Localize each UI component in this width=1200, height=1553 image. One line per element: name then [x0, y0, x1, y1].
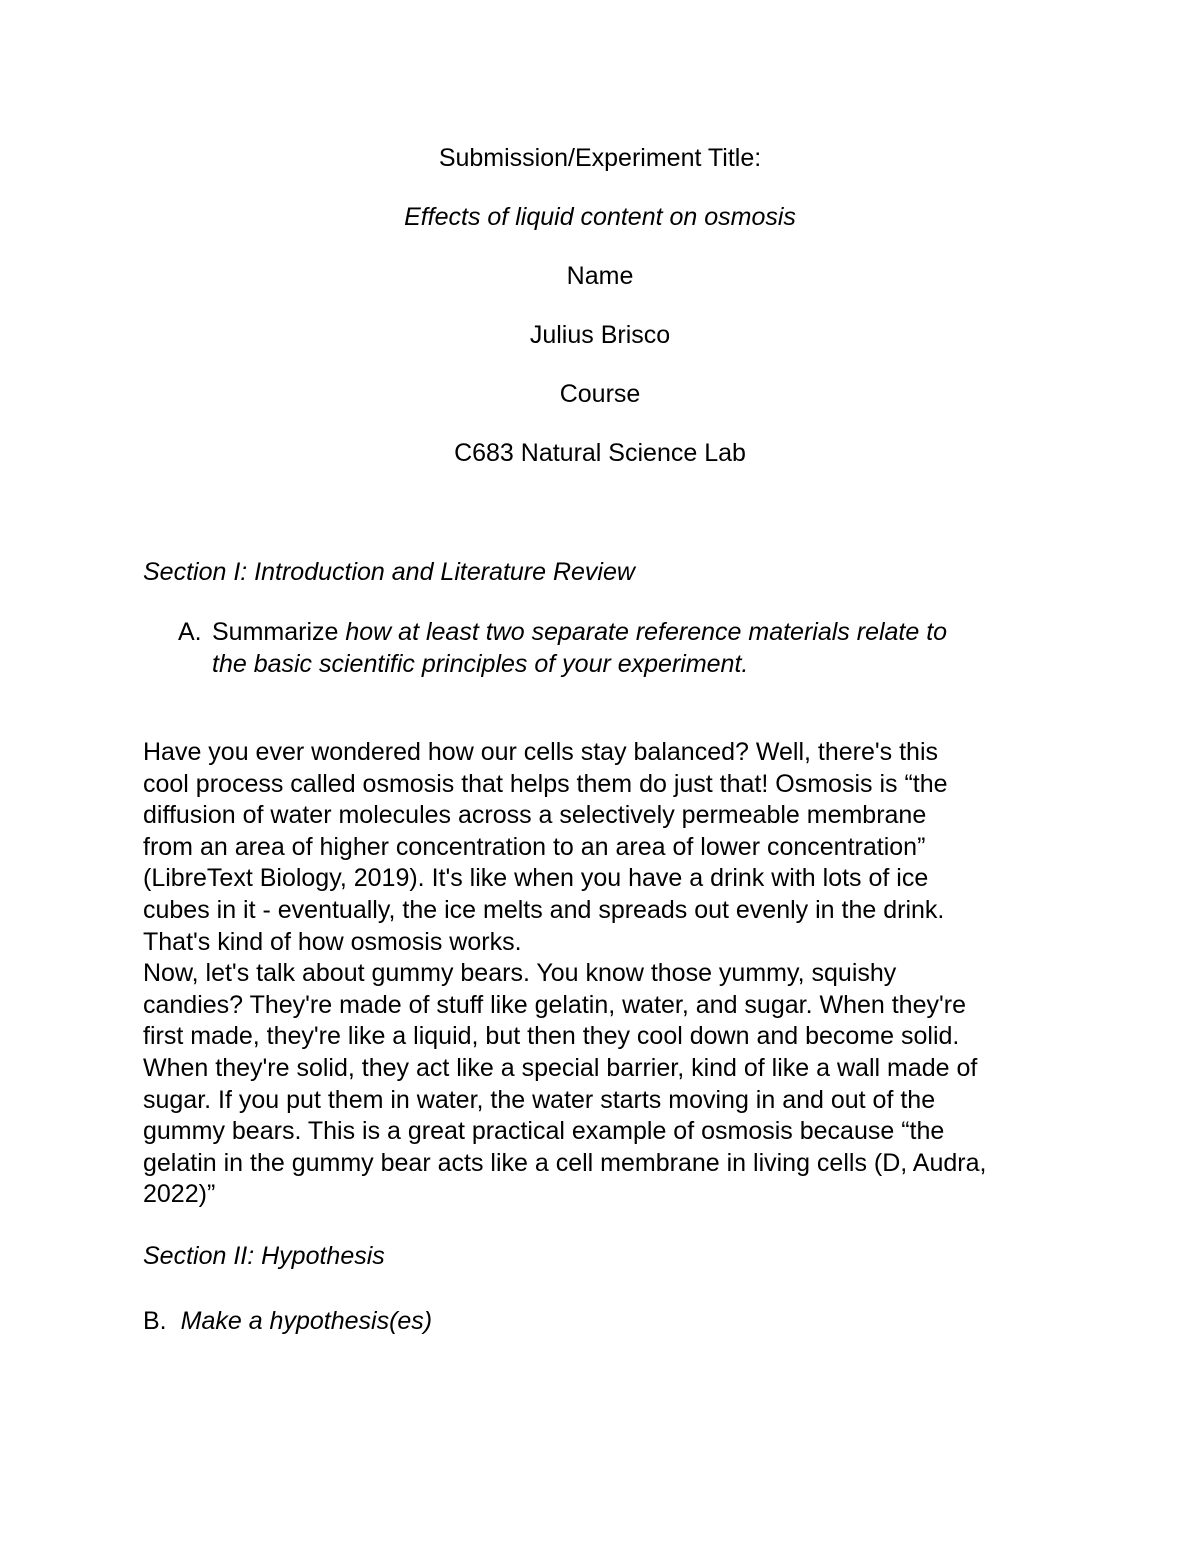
author-name: Julius Brisco: [529, 321, 671, 349]
list-item-b-text: Make a hypothesis(es): [180, 1307, 433, 1335]
list-item-b: [143, 1305, 432, 1337]
body-line: sugar. If you put them in water, the water starts moving in and out of the: [143, 1085, 936, 1114]
list-marker-b: B.: [143, 1307, 167, 1335]
body-line: gummy bears. This is a great practical example of osmosis because “the: [143, 1117, 945, 1146]
body-line: diffusion of water molecules across a selectively permeable membrane: [143, 801, 927, 830]
body-line: Have you ever wondered how our cells stay balanced? Well, there's this: [143, 738, 939, 766]
body-line: (LibreText Biology, 2019). It's like when you have a drink with lots of ice: [143, 864, 929, 893]
body-line: When they're solid, they act like a special barrier, kind of like a wall made of: [143, 1053, 978, 1082]
body-line: candies? They're made of stuff like gelatin, water, and sugar. When they're: [143, 990, 966, 1019]
body-line: from an area of higher concentration to an area of lower concentration”: [143, 832, 926, 861]
list-item-a-line2: the basic scientific principles of your experiment.: [212, 650, 749, 678]
course-label: Course: [559, 380, 641, 408]
body-line: That's kind of how osmosis works.: [143, 927, 522, 956]
submission-title-label: Submission/Experiment Title:: [438, 144, 762, 172]
body-line: 2022)”: [143, 1180, 216, 1209]
name-label: Name: [566, 262, 634, 290]
body-line: cool process called osmosis that helps them do just that! Osmosis is “the: [143, 769, 948, 798]
body-line: Now, let's talk about gummy bears. You know those yummy, squishy: [143, 959, 897, 988]
list-item-a-lead: Summarize: [212, 618, 346, 646]
course-name: C683 Natural Science Lab: [454, 439, 746, 467]
list-item-a-line1: how at least two separate reference materials relate to: [345, 618, 948, 646]
literature-review-paragraph: [143, 737, 1073, 1211]
section-2-heading: Section II: Hypothesis: [143, 1242, 385, 1270]
list-marker-a: A.: [178, 618, 202, 646]
section-1-heading: Section I: Introduction and Literature Review: [143, 558, 635, 586]
body-line: first made, they're like a liquid, but then they cool down and become solid.: [143, 1022, 960, 1051]
body-line: gelatin in the gummy bear acts like a cell membrane in living cells (D, Audra,: [143, 1148, 987, 1177]
experiment-title: Effects of liquid content on osmosis: [404, 203, 796, 231]
body-line: cubes in it - eventually, the ice melts and spreads out evenly in the drink.: [143, 895, 945, 924]
list-item-a-text: [212, 616, 1072, 680]
